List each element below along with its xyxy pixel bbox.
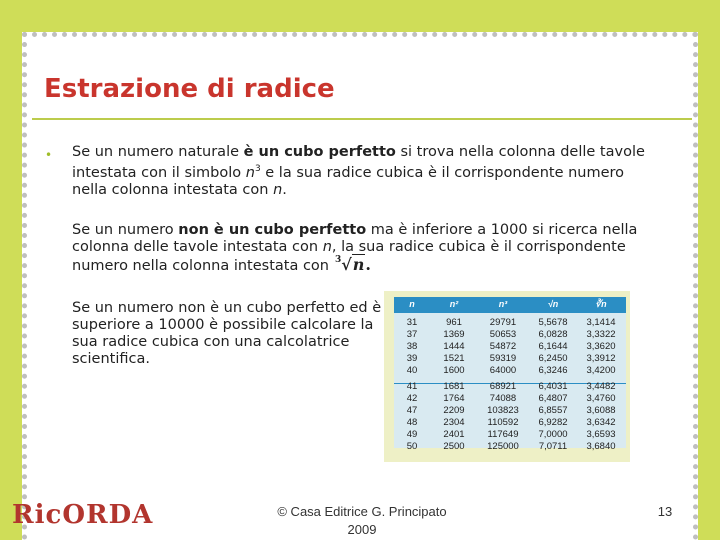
cube-table-cell: 39	[406, 353, 418, 364]
cube-table-cell: 3,4760	[586, 393, 616, 404]
cube-table-cell: 31	[406, 317, 418, 328]
cube-table-cell: 40	[406, 365, 418, 376]
cube-table-cell: 68921	[489, 381, 517, 392]
paragraph-perfect-cube: Se un numero naturale è un cubo perfetto si trova nella colonna delle tavole intestata con il simbolo $n^3$ e la sua radice cubica è il corrispondente numero nella colonna intestata con n.	[72, 144, 645, 198]
cube-table-cell: 3,4200	[586, 365, 616, 376]
cube-table-cell: 42	[406, 393, 418, 404]
cube-table-cell: 3,4482	[586, 381, 616, 392]
cube-table-cell: 1600	[443, 365, 465, 376]
cube-table-cell: 6,1644	[538, 341, 568, 352]
cube-root-symbol: $^3$√n.	[335, 255, 371, 274]
cube-table-header-cell: ∛n	[595, 299, 607, 309]
dotted-frame-right	[693, 32, 698, 540]
paragraph-not-perfect-cube: Se un numero non è un cubo perfetto ma è inferiore a 1000 si ricerca nella colonna delle tavole intestata con n, la sua radice cubica è il corrispondente numero nella colonna intestata con $^3$√n.	[72, 222, 672, 277]
cube-table-cell: 49	[406, 429, 418, 440]
cube-table-cell: 961	[446, 317, 462, 328]
cube-table-cell: 50	[406, 441, 418, 452]
cube-table-cell: 3,3912	[586, 353, 616, 364]
cube-table-cell: 6,9282	[538, 417, 568, 428]
cube-table-cell: 6,4031	[538, 381, 568, 392]
cube-table-cell: 110592	[487, 417, 519, 428]
cube-table-cell: 50653	[489, 329, 517, 340]
cube-table-cell: 1521	[443, 353, 465, 364]
footer-copyright: © Casa Editrice G. Principato 2009	[277, 504, 447, 537]
cube-table-cell: 3,6593	[586, 429, 616, 440]
cube-table-cell: 2401	[443, 429, 465, 440]
cube-table-cell: 6,0828	[538, 329, 568, 340]
cube-table-cell: 47	[406, 405, 418, 416]
cube-table	[394, 297, 626, 452]
cube-table-cell: 29791	[489, 317, 517, 328]
cube-table-cell: 1444	[443, 341, 465, 352]
cube-table-cell: 3,6342	[586, 417, 616, 428]
cube-table-cell: 3,6840	[586, 441, 616, 452]
cube-table-cell: 6,8557	[538, 405, 568, 416]
cube-table-cell: 103823	[487, 405, 519, 416]
cube-table-cell: 3,3322	[586, 329, 616, 340]
cube-table-header-cell: n³	[498, 299, 508, 309]
cube-table-cell: 41	[406, 381, 418, 392]
cube-table-cell: 64000	[489, 365, 517, 376]
cube-table-header-cell: n²	[449, 299, 459, 309]
ricorda-logo: RicORDA	[12, 500, 154, 530]
page-number: 13	[657, 504, 673, 519]
cube-table-image	[384, 291, 630, 462]
cube-table-cell: 74088	[489, 393, 517, 404]
cube-table-header	[394, 297, 626, 313]
dotted-frame-left	[22, 32, 27, 540]
cube-table-cell: 37	[406, 329, 418, 340]
slide-background	[22, 32, 698, 540]
cube-table-cell: 6,4807	[538, 393, 568, 404]
cube-table-cell: 1369	[443, 329, 465, 340]
cube-table-cell: 54872	[489, 341, 517, 352]
cube-table-cell: 59319	[489, 353, 517, 364]
dotted-frame-top	[22, 32, 698, 37]
slide-title: Estrazione di radice	[44, 74, 335, 104]
cube-table-cell: 48	[406, 417, 418, 428]
cube-table-cell: 2304	[443, 417, 465, 428]
cube-table-cell: 117649	[487, 429, 519, 440]
cube-table-cell: 2209	[443, 405, 465, 416]
cube-table-cell: 125000	[487, 441, 519, 452]
title-underline	[32, 118, 692, 120]
cube-table-cell: 6,3246	[538, 365, 568, 376]
cube-table-cell: 38	[406, 341, 418, 352]
cube-table-cell: 6,2450	[538, 353, 568, 364]
cube-table-cell: 1681	[443, 381, 465, 392]
cube-table-header-cell: n	[409, 299, 415, 309]
cube-table-header-cell: √n	[547, 299, 559, 309]
cube-table-cell: 3,6088	[586, 405, 616, 416]
cube-table-cell: 1764	[443, 393, 465, 404]
bullet-dot: •	[45, 148, 53, 162]
cube-table-cell: 2500	[443, 441, 465, 452]
cube-table-cell: 5,5678	[538, 317, 568, 328]
paragraph-calculator: Se un numero non è un cubo perfetto ed è superiore a 10000 è possibile calcolare la sua radice cubica con una calcolatrice scientifica.	[72, 300, 382, 367]
cube-table-cell: 3,3620	[586, 341, 616, 352]
cube-table-cell: 7,0711	[538, 441, 568, 452]
cube-table-cell: 3,1414	[586, 317, 616, 328]
cube-table-cell: 7,0000	[538, 429, 568, 440]
